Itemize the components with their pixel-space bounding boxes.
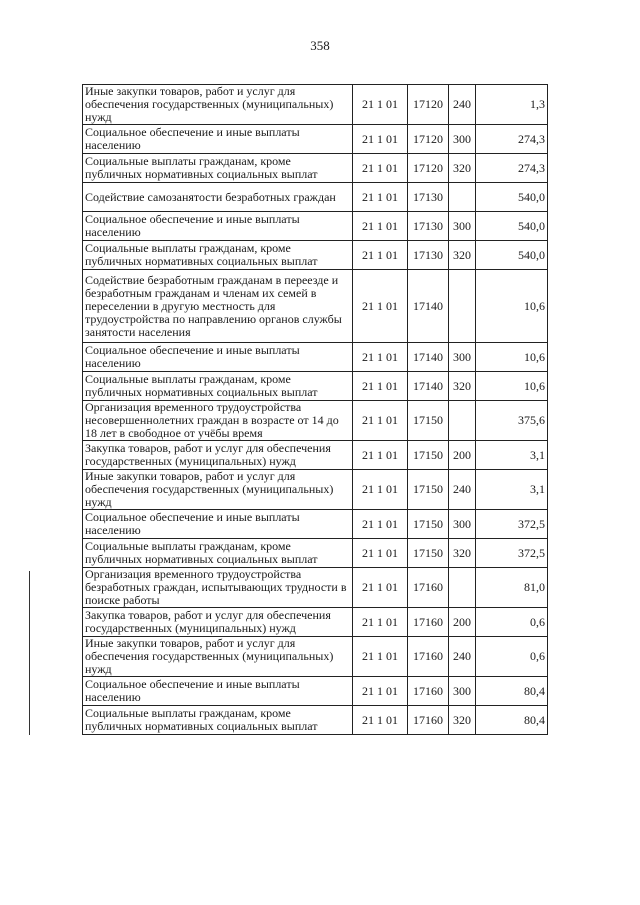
row-amount-cell: 10,6 — [476, 270, 548, 343]
table-row — [83, 401, 548, 441]
row-amount-cell: 3,1 — [476, 470, 548, 510]
row-direction-code-cell: 17120 — [408, 125, 449, 154]
row-name-cell: Социальные выплаты гражданам, кроме публичных нормативных социальных выплат — [83, 706, 353, 735]
table-row — [83, 568, 548, 608]
row-name-cell: Закупка товаров, работ и услуг для обеспечения государственных (муниципальных) нужд — [83, 441, 353, 470]
table-row — [83, 637, 548, 677]
row-program-code-cell: 21 1 01 — [353, 568, 408, 608]
row-name-cell: Социальные выплаты гражданам, кроме публичных нормативных социальных выплат — [83, 154, 353, 183]
row-name-cell: Социальное обеспечение и иные выплаты населению — [83, 510, 353, 539]
row-expense-type-cell: 200 — [449, 441, 476, 470]
row-program-code-cell: 21 1 01 — [353, 212, 408, 241]
row-expense-type-cell — [449, 401, 476, 441]
row-amount-cell: 540,0 — [476, 241, 548, 270]
row-direction-code-cell: 17150 — [408, 510, 449, 539]
row-expense-type-cell: 320 — [449, 372, 476, 401]
row-expense-type-cell: 240 — [449, 470, 476, 510]
row-name-cell: Иные закупки товаров, работ и услуг для обеспечения государственных (муниципальных) нужд — [83, 637, 353, 677]
table-row — [83, 212, 548, 241]
row-direction-code-cell: 17140 — [408, 372, 449, 401]
row-direction-code-cell: 17160 — [408, 677, 449, 706]
row-program-code-cell: 21 1 01 — [353, 85, 408, 125]
table-row — [83, 343, 548, 372]
row-amount-cell: 80,4 — [476, 706, 548, 735]
table-body — [83, 85, 548, 735]
row-name-cell: Социальное обеспечение и иные выплаты населению — [83, 343, 353, 372]
row-expense-type-cell: 300 — [449, 125, 476, 154]
row-expense-type-cell — [449, 568, 476, 608]
row-direction-code-cell: 17120 — [408, 85, 449, 125]
row-program-code-cell: 21 1 01 — [353, 241, 408, 270]
row-amount-cell: 274,3 — [476, 125, 548, 154]
row-expense-type-cell: 320 — [449, 154, 476, 183]
table-row — [83, 270, 548, 343]
row-name-cell: Социальное обеспечение и иные выплаты населению — [83, 677, 353, 706]
row-amount-cell: 0,6 — [476, 608, 548, 637]
row-amount-cell: 540,0 — [476, 212, 548, 241]
row-amount-cell: 372,5 — [476, 539, 548, 568]
row-expense-type-cell: 320 — [449, 241, 476, 270]
row-direction-code-cell: 17150 — [408, 441, 449, 470]
table-row — [83, 510, 548, 539]
row-amount-cell: 1,3 — [476, 85, 548, 125]
row-direction-code-cell: 17120 — [408, 154, 449, 183]
page-number: 358 — [310, 38, 330, 53]
row-name-cell: Иные закупки товаров, работ и услуг для обеспечения государственных (муниципальных) нужд — [83, 85, 353, 125]
table-row — [83, 125, 548, 154]
row-direction-code-cell: 17130 — [408, 183, 449, 212]
row-amount-cell: 80,4 — [476, 677, 548, 706]
row-amount-cell: 10,6 — [476, 343, 548, 372]
row-program-code-cell: 21 1 01 — [353, 343, 408, 372]
row-program-code-cell: 21 1 01 — [353, 372, 408, 401]
budget-table — [82, 84, 548, 735]
row-amount-cell: 372,5 — [476, 510, 548, 539]
table-row — [83, 470, 548, 510]
row-program-code-cell: 21 1 01 — [353, 441, 408, 470]
row-expense-type-cell: 200 — [449, 608, 476, 637]
row-name-cell: Социальное обеспечение и иные выплаты населению — [83, 125, 353, 154]
row-amount-cell: 3,1 — [476, 441, 548, 470]
table-row — [83, 608, 548, 637]
row-name-cell: Социальные выплаты гражданам, кроме публичных нормативных социальных выплат — [83, 241, 353, 270]
table-row — [83, 706, 548, 735]
row-direction-code-cell: 17160 — [408, 608, 449, 637]
row-expense-type-cell: 300 — [449, 677, 476, 706]
row-program-code-cell: 21 1 01 — [353, 677, 408, 706]
row-name-cell: Содействие безработным гражданам в переезде и безработным гражданам и членам их семей в переселении в другую местность для трудоустройства по направлению органов службы занятости населения — [83, 270, 353, 343]
row-amount-cell: 375,6 — [476, 401, 548, 441]
row-program-code-cell: 21 1 01 — [353, 125, 408, 154]
row-expense-type-cell — [449, 183, 476, 212]
row-direction-code-cell: 17130 — [408, 212, 449, 241]
row-direction-code-cell: 17140 — [408, 270, 449, 343]
row-program-code-cell: 21 1 01 — [353, 401, 408, 441]
row-name-cell: Социальное обеспечение и иные выплаты населению — [83, 212, 353, 241]
row-amount-cell: 10,6 — [476, 372, 548, 401]
table-row — [83, 539, 548, 568]
row-amount-cell: 274,3 — [476, 154, 548, 183]
row-direction-code-cell: 17140 — [408, 343, 449, 372]
table-row — [83, 677, 548, 706]
row-name-cell: Организация временного трудоустройства безработных граждан, испытывающих трудности в поиске работы — [83, 568, 353, 608]
row-program-code-cell: 21 1 01 — [353, 470, 408, 510]
row-expense-type-cell: 240 — [449, 85, 476, 125]
row-amount-cell: 540,0 — [476, 183, 548, 212]
row-direction-code-cell: 17150 — [408, 470, 449, 510]
row-direction-code-cell: 17160 — [408, 568, 449, 608]
row-name-cell: Организация временного трудоустройства несовершеннолетних граждан в возрасте от 14 до 18 лет в свободное от учёбы время — [83, 401, 353, 441]
margin-line — [29, 571, 30, 735]
row-program-code-cell: 21 1 01 — [353, 154, 408, 183]
row-program-code-cell: 21 1 01 — [353, 637, 408, 677]
row-program-code-cell: 21 1 01 — [353, 270, 408, 343]
row-program-code-cell: 21 1 01 — [353, 183, 408, 212]
table-row — [83, 241, 548, 270]
row-name-cell: Социальные выплаты гражданам, кроме публичных нормативных социальных выплат — [83, 539, 353, 568]
row-name-cell: Закупка товаров, работ и услуг для обеспечения государственных (муниципальных) нужд — [83, 608, 353, 637]
row-direction-code-cell: 17160 — [408, 706, 449, 735]
table-row — [83, 372, 548, 401]
row-direction-code-cell: 17150 — [408, 539, 449, 568]
row-expense-type-cell: 300 — [449, 343, 476, 372]
row-program-code-cell: 21 1 01 — [353, 539, 408, 568]
table-row — [83, 85, 548, 125]
row-amount-cell: 81,0 — [476, 568, 548, 608]
table-row — [83, 441, 548, 470]
row-expense-type-cell: 240 — [449, 637, 476, 677]
row-amount-cell: 0,6 — [476, 637, 548, 677]
row-expense-type-cell — [449, 270, 476, 343]
row-name-cell: Иные закупки товаров, работ и услуг для обеспечения государственных (муниципальных) нужд — [83, 470, 353, 510]
row-expense-type-cell: 300 — [449, 510, 476, 539]
row-program-code-cell: 21 1 01 — [353, 706, 408, 735]
row-program-code-cell: 21 1 01 — [353, 608, 408, 637]
row-expense-type-cell: 320 — [449, 539, 476, 568]
row-expense-type-cell: 320 — [449, 706, 476, 735]
table-row — [83, 154, 548, 183]
table-row — [83, 183, 548, 212]
row-direction-code-cell: 17160 — [408, 637, 449, 677]
row-name-cell: Социальные выплаты гражданам, кроме публичных нормативных социальных выплат — [83, 372, 353, 401]
row-expense-type-cell: 300 — [449, 212, 476, 241]
row-name-cell: Содействие самозанятости безработных граждан — [83, 183, 353, 212]
row-program-code-cell: 21 1 01 — [353, 510, 408, 539]
row-direction-code-cell: 17150 — [408, 401, 449, 441]
row-direction-code-cell: 17130 — [408, 241, 449, 270]
